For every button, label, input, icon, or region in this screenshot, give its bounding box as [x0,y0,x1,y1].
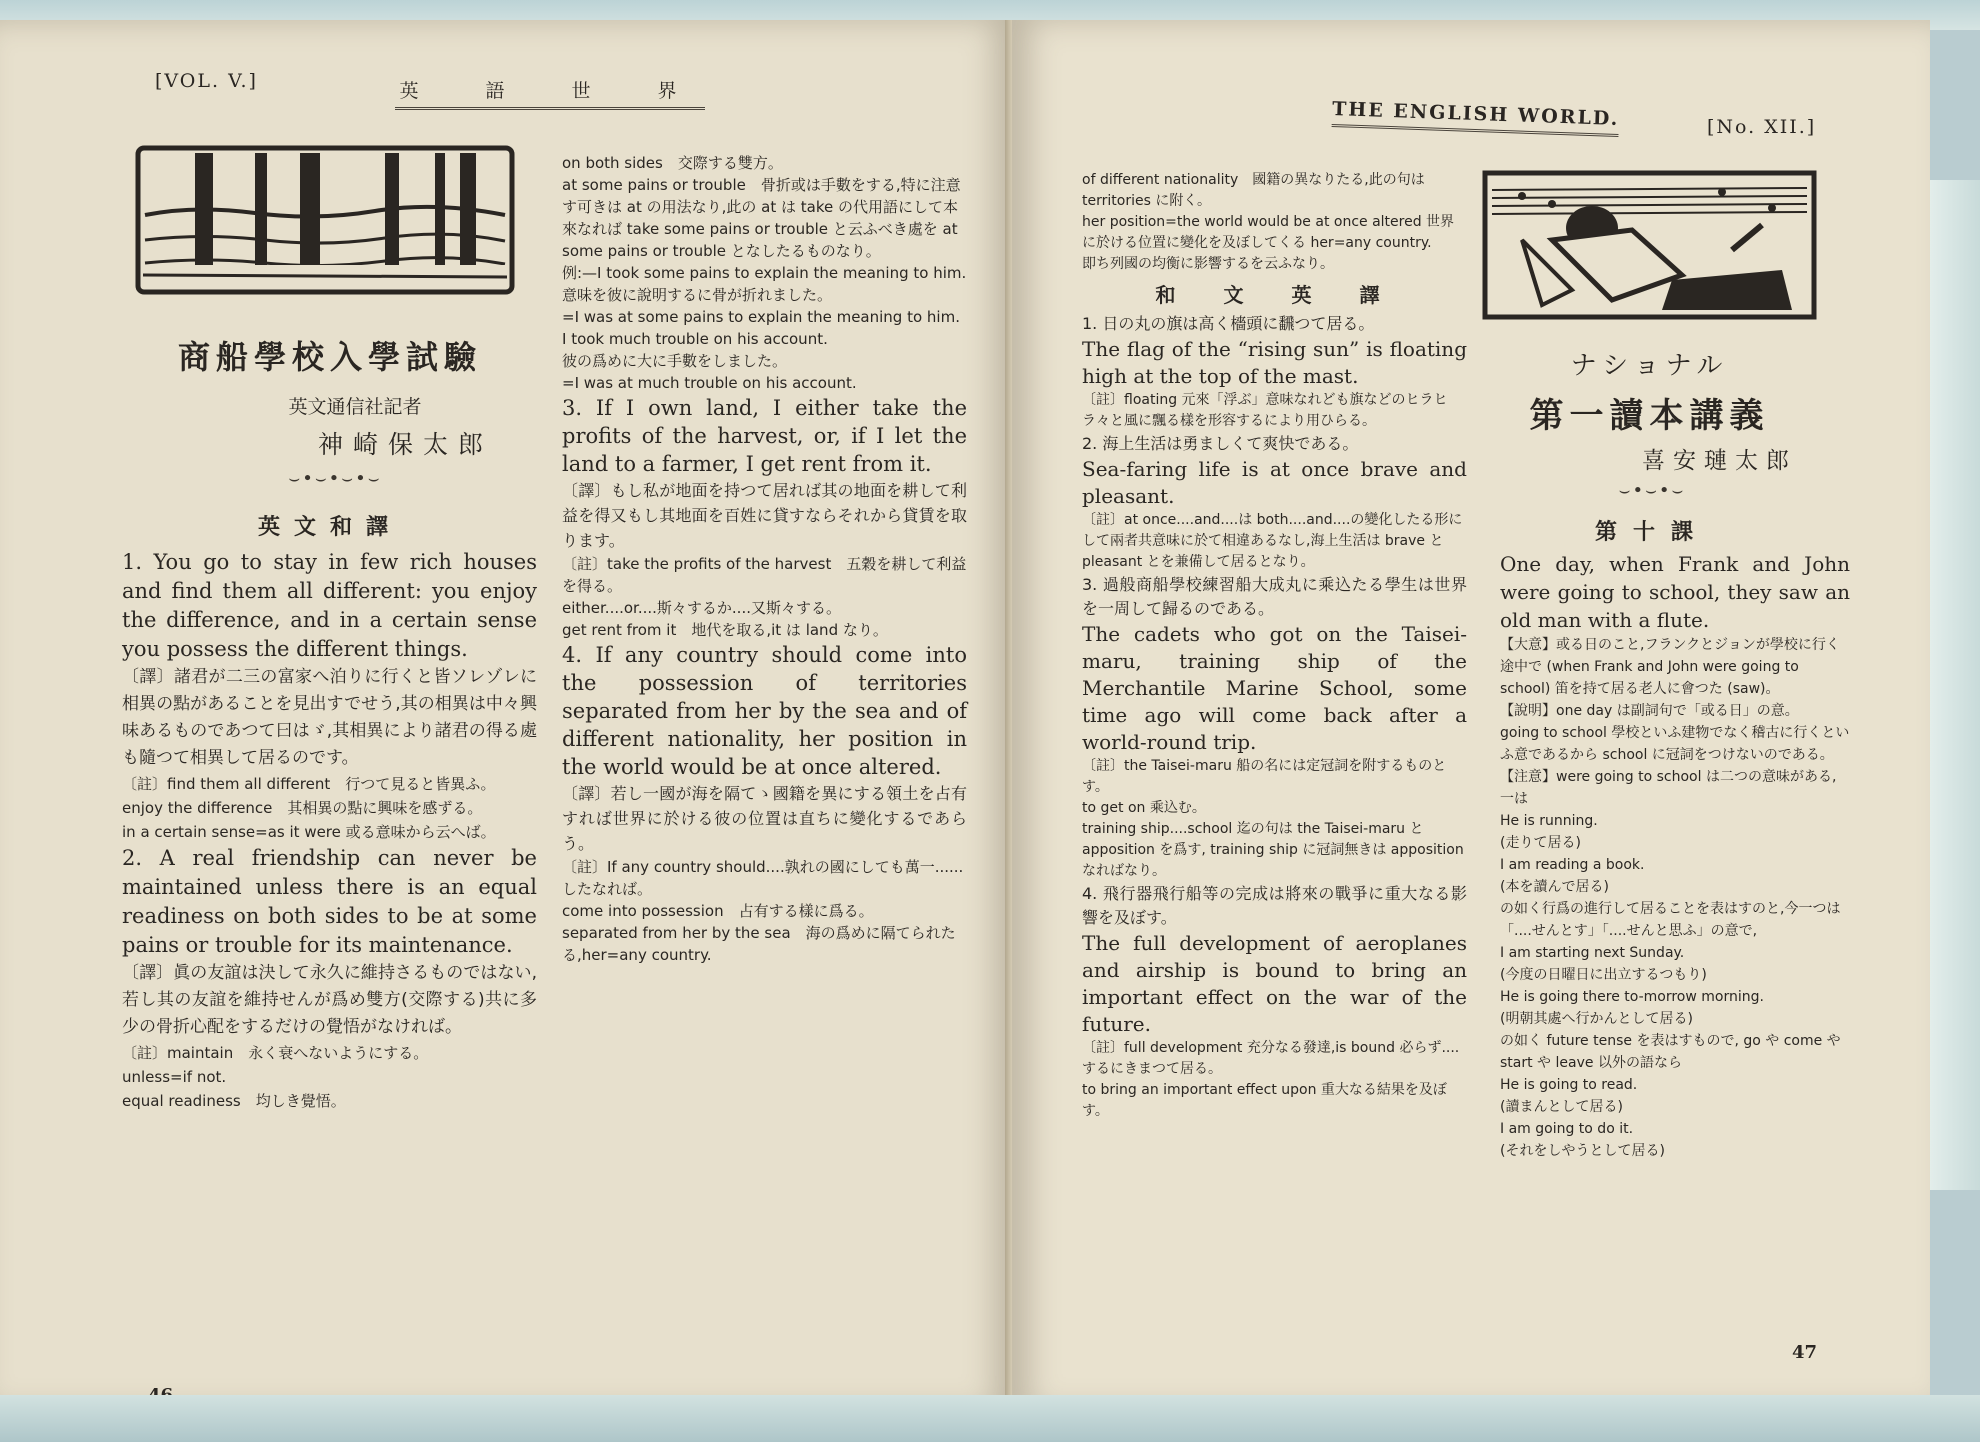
series-kana: ナショナル [1570,351,1729,381]
issue-number: [No. XII.] [1707,116,1817,138]
left-column-1 [122,548,537,1113]
running-title: 英 語 世 界 [395,76,705,110]
page-number-right: 47 [1792,1342,1818,1363]
note-paragraph: equal readiness 均しき覺悟。 [122,1092,346,1110]
note-paragraph: He is running. [1500,813,1598,829]
note-paragraph: 〔註〕full development 充分なる發達,is bound 必らず....するにきまつて居る。 [1082,1040,1460,1077]
note-paragraph: 〔註〕floating 元來「浮ぶ」意味なれども旗などのヒラヒラ々と風に飄る樣を形容するにより用ひらる。 [1082,392,1448,429]
left-column-2 [562,152,967,966]
japanese-paragraph: 〔譯〕眞の友誼は決して永久に維持さるものではない,若し其の友誼を維持せんが爲め雙方(交際する)共に多少の骨折心配をするだけの覺悟がなければ。 [122,963,537,1037]
note-paragraph: 彼の爲めに大に手數をしました。 [562,352,788,370]
ornament-divider-right: ⌣•⌣•⌣ [1618,480,1686,501]
note-paragraph: (それをしやうとして居る) [1500,1143,1665,1159]
note-paragraph: He is going there to-morrow morning. [1500,989,1764,1005]
english-paragraph: Sea-faring life is at once brave and pleasant. [1082,457,1467,508]
japanese-paragraph: 1. 日の丸の旗は高く檣頭に飜つて居る。 [1082,314,1375,333]
author-name: 神崎保太郎 [318,430,494,459]
japanese-paragraph: 2. 海上生活は勇ましくて爽快である。 [1082,434,1359,453]
note-paragraph: (明朝其處へ行かんとして居る) [1500,1011,1693,1027]
note-paragraph: her position=the world would be at once altered 世界に於ける位置に變化を及ぼしてくる her=any country. [1082,214,1455,251]
japanese-paragraph: 〔譯〕若し一國が海を隔てゝ國籍を異にする領土を占有すれば世界に於ける彼の位置は直ちに變化するであらう。 [562,784,967,853]
note-paragraph: の如く future tense を表はすもので, go や come や start や leave 以外の語なら [1500,1033,1841,1071]
note-paragraph: 【說明】one day は副詞句で「或る日」の意。 [1500,703,1799,719]
byline: 英文通信社記者 [288,396,422,418]
note-paragraph: 〔註〕maintain 永く衰へないようにする。 [122,1044,429,1062]
note-paragraph: get rent from it 地代を取る,it は land なり。 [562,621,888,639]
english-paragraph: The full development of aeroplanes and airship is bound to bring an important effect on the war of the future. [1082,931,1467,1036]
note-paragraph: 【大意】或る日のこと,フランクとジョンが學校に行く途中で (when Frank and John were going to school) 笛を持て居る老人に會つた (saw)。 [1500,637,1840,697]
note-paragraph: 意味を彼に說明するに骨が折れました。 [562,286,833,304]
note-paragraph: I took much trouble on his account. [562,330,828,348]
note-paragraph: separated from her by the sea 海の爲めに隔てられたる,her=any country. [562,924,956,964]
note-paragraph: He is going to read. [1500,1077,1638,1093]
right-column-1 [1082,170,1467,1122]
english-paragraph: The flag of the “rising sun” is floating high at the top of the mast. [1082,337,1467,388]
note-paragraph: 〔註〕find them all different 行つて見ると皆異ふ。 [122,775,496,793]
note-paragraph: 〔註〕take the profits of the harvest 五穀を耕して利益を得る。 [562,555,967,595]
reader-illustration [1482,170,1817,320]
note-paragraph: of different nationality 國籍の異なりたる,此の句は territories に附く。 [1082,172,1425,209]
lecture-title: 第一讀本講義 [1529,396,1770,436]
japanese-paragraph: 〔譯〕諸君が二三の富家へ泊りに行くと皆ソレゾレに相異の點があることを見出すでせう,其の相異は中々興味あるものであつて曰はゞ,其相異により諸君の得る處も隨つて相異して居るのです。 [122,667,537,768]
note-paragraph: 例:—I took some pains to explain the meaning to him. [562,264,967,282]
japanese-paragraph: 3. 過般商船學校練習船大成丸に乘込たる學生は世界を一周して歸るのである。 [1082,575,1467,618]
english-paragraph: One day, when Frank and John were going to school, they saw an old man with a flute. [1500,552,1850,632]
lecture-author: 喜安璉太郎 [1642,448,1797,474]
note-paragraph: の如く行爲の進行して居ることを表はすのと,今一つは「....せんとす」「....せんと思ふ」の意で, [1500,901,1841,939]
note-paragraph: at some pains or trouble 骨折或は手數をする,特に注意す可きは at の用法なり,此の at は take の代用語にして本來なれば take some pains or trouble と云ふべき處を at some pains or trouble となしたるものなり。 [562,176,961,260]
note-paragraph: =I was at some pains to explain the meaning to him. [562,308,960,326]
note-paragraph: I am going to do it. [1500,1121,1634,1137]
right-column-2 [1500,550,1850,1162]
note-paragraph: either....or....斯々するか....又斯々する。 [562,599,841,617]
note-paragraph: 即ち列國の均衡に影響するを云ふなり。 [1082,256,1334,272]
note-paragraph: I am reading a book. [1500,857,1645,873]
note-paragraph: enjoy the difference 其相異の點に興味を感ずる。 [122,799,483,817]
glass-plate-bottom [0,1395,1980,1442]
note-paragraph: (走りて居る) [1500,835,1581,851]
note-paragraph: 〔註〕at once....and....は both....and....の變化したる形にして兩者共意味に於て相違あるなし,海上生活は brave と pleasant とを兼備して居るとなり。 [1082,512,1463,570]
english-paragraph: 4. If any country should come into the possession of territories separated from her by the sea and of different nationality, her position in the world would be at once altered. [562,643,967,779]
note-paragraph: in a certain sense=as it were 或る意味から云へば。 [122,823,496,841]
note-paragraph: 〔註〕the Taisei-maru 船の名には定冠詞を附するものとす。 [1082,758,1447,795]
note-paragraph: come into possession 占有する樣に爲る。 [562,902,874,920]
article-title: 商船學校入學試驗 [177,338,482,376]
note-paragraph: going to school 學校といふ建物でなく稽古に行くといふ意であるから school に冠詞をつけないのである。 [1500,725,1850,763]
note-paragraph: I am starting next Sunday. [1500,945,1685,961]
left-page [0,20,1012,1410]
running-title-en: THE ENGLISH WORLD. [1332,98,1620,137]
note-paragraph: (今度の日曜日に出立するつもり) [1500,967,1707,983]
note-paragraph: to get on 乘込む。 [1082,800,1206,816]
note-paragraph: (讀まんとして居る) [1500,1099,1623,1115]
landscape-illustration [135,145,515,295]
english-paragraph: 3. If I own land, I either take the profits of the harvest, or, if I let the land to a farmer, I get rent from it. [562,396,967,476]
note-paragraph: (本を讀んで居る) [1500,879,1609,895]
english-paragraph: The cadets who got on the Taisei-maru, training ship of the Merchantile Marine School, some time ago will come back after a world-round trip. [1082,622,1467,754]
english-paragraph: 2. A real friendship can never be maintained unless there is an equal readiness on both sides to be at some pains or trouble for its maintenance. [122,846,537,957]
note-paragraph: 〔註〕If any country should....孰れの國にしても萬一......したなれば。 [562,858,964,898]
note-paragraph: unless=if not. [122,1068,227,1086]
section-heading: 和 文 英 譯 [1155,283,1394,307]
volume-label: [VOL. V.] [155,70,258,92]
ornament-divider: ⌣•⌣•⌣•⌣ [288,468,382,489]
english-paragraph: 1. You go to stay in few rich houses and find them all different: you enjoy the difference, and in a certain sense you possess the different things. [122,550,537,661]
japanese-paragraph: 4. 飛行器飛行船等の完成は將來の戰爭に重大なる影響を及ぼす。 [1082,884,1467,927]
japanese-paragraph: 〔譯〕もし私が地面を持つて居れば其の地面を耕して利益を得又もし其地面を百姓に貸すならそれから貸賃を取ります。 [562,481,967,550]
lesson-heading: 第十課 [1594,520,1709,545]
section-heading: 英文和譯 [257,515,402,540]
note-paragraph: training ship....school 迄の句は the Taisei-maru と apposition を爲す, training ship に冠詞無きは apposition なればなり。 [1082,821,1464,879]
note-paragraph: to bring an important effect upon 重大なる結果を及ぼす。 [1082,1082,1447,1119]
note-paragraph: on both sides 交際する雙方。 [562,154,783,172]
note-paragraph: =I was at much trouble on his account. [562,374,857,392]
right-page [1012,20,1930,1410]
note-paragraph: 【注意】were going to school は二つの意味がある,一は [1500,769,1837,807]
